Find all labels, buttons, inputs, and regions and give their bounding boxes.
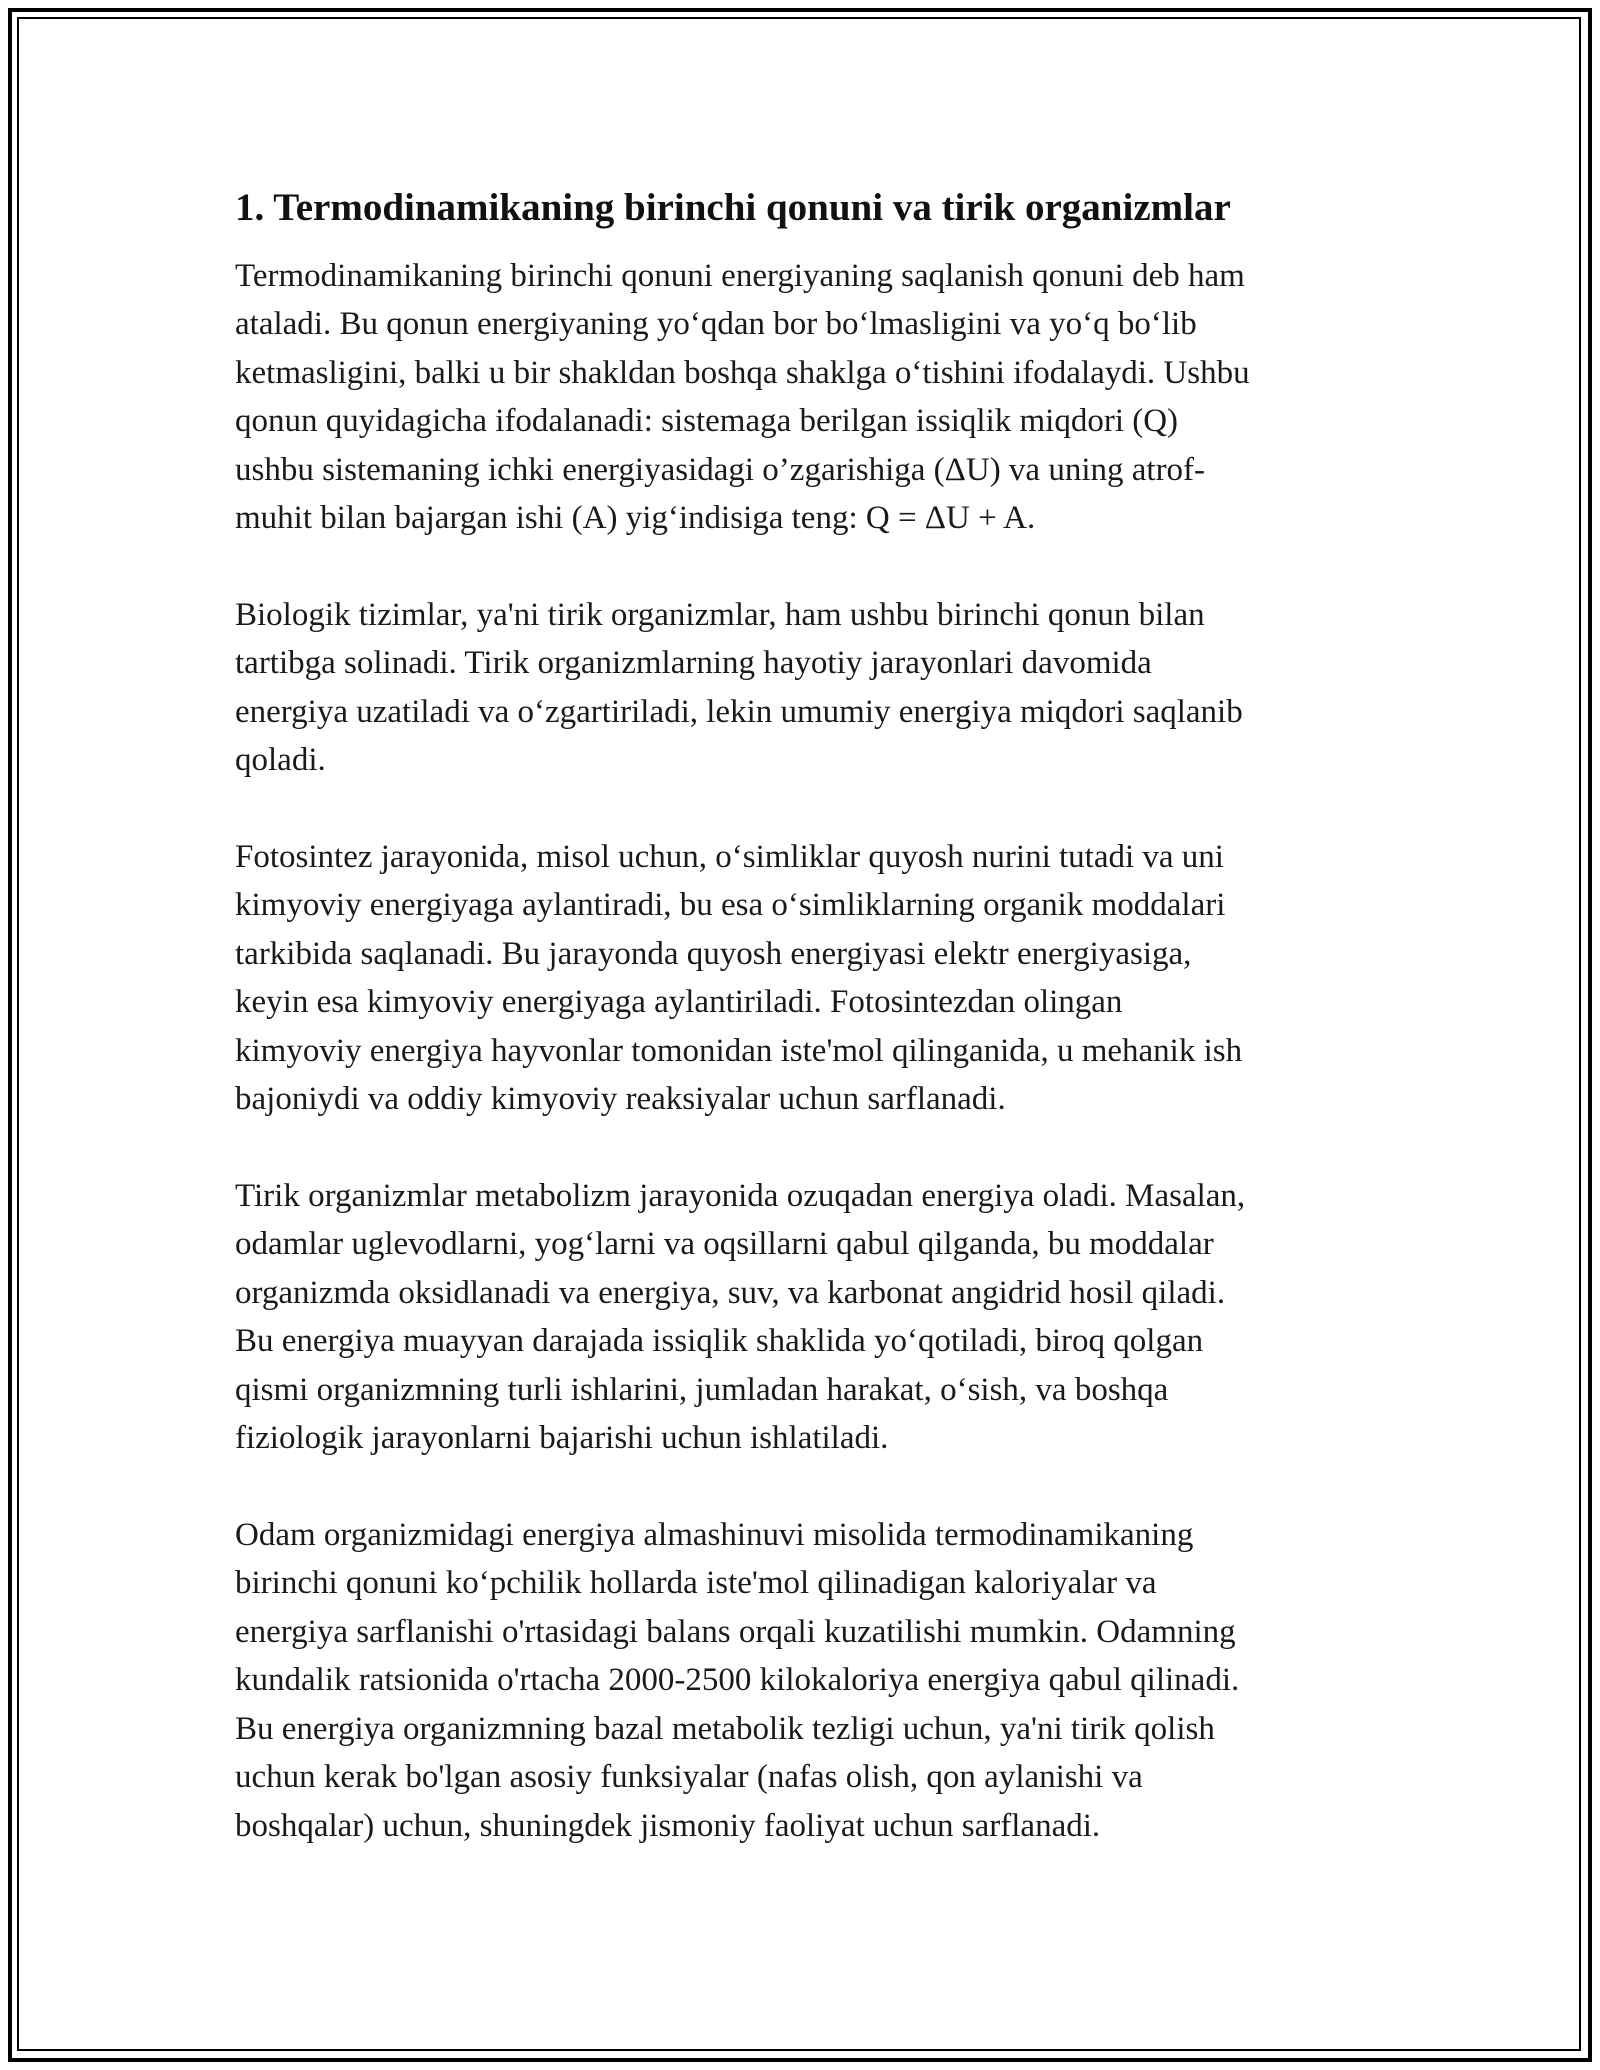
section-heading: 1. Termodinamikaning birinchi qonuni va tirik organizmlar xyxy=(235,186,1231,229)
paragraph-5: Odam organizmidagi energiya almashinuvi misolida termodinamikaning birinchi qonuni ko‘pchilik hollarda iste'mol qilinadigan kaloriyalar va energiya sarflanishi o'rtasidagi balans orqali kuzatilishi mumkin. Odamning kundalik ratsionida o'rtacha 2000-2500 kilokaloriya energiya qabul qilinadi. Bu energiya organizmning bazal metabolik tezligi uchun, ya'ni tirik qolish uchun kerak bo'lgan asosiy funksiyalar (nafas olish, qon aylanishi va boshqalar) uchun, shuningdek jismoniy faoliyat uchun sarflanadi. xyxy=(235,1516,1240,1844)
paragraph-1: Termodinamikaning birinchi qonuni energiyaning saqlanish qonuni deb ham ataladi. Bu qonun energiyaning yo‘qdan bor bo‘lmasligini va yo‘q bo‘lib ketmasligini, balki u bir shakldan boshqa shaklga o‘tishini ifodalaydi. Ushbu qonun quyidagicha ifodalanadi: sistemaga berilgan issiqlik miqdori (Q) ushbu sistemaning ichki energiyasidagi o’zgarishiga (ΔU) va uning atrof- muhit bilan bajargan ishi (A) yig‘indisiga teng: Q = ΔU + A. xyxy=(235,257,1250,537)
paragraph-2: Biologik tizimlar, ya'ni tirik organizmlar, ham ushbu birinchi qonun bilan tartibga solinadi. Tirik organizmlarning hayotiy jarayonlari davomida energiya uzatiladi va o‘zgartiriladi, lekin umumiy energiya miqdori saqlanib qoladi. xyxy=(235,596,1243,779)
paragraph-4: Tirik organizmlar metabolizm jarayonida ozuqadan energiya oladi. Masalan, odamlar uglevodlarni, yog‘larni va oqsillarni qabul qilganda, bu moddalar organizmda oksidlanadi va energiya, suv, va karbonat angidrid hosil qiladi. Bu energiya muayyan darajada issiqlik shaklida yo‘qotiladi, biroq qolgan qismi organizmning turli ishlarini, jumladan harakat, o‘sish, va boshqa fiziologik jarayonlarni bajarishi uchun ishlatiladi. xyxy=(235,1177,1246,1457)
document-body xyxy=(235,185,1370,1898)
paragraph-3: Fotosintez jarayonida, misol uchun, o‘simliklar quyosh nurini tutadi va uni kimyoviy energiyaga aylantiradi, bu esa o‘simliklarning organik moddalari tarkibida saqlanadi. Bu jarayonda quyosh energiyasi elektr energiyasiga, keyin esa kimyoviy energiyaga aylantiriladi. Fotosintezdan olingan kimyoviy energiya hayvonlar tomonidan iste'mol qilinganida, u mehanik ish bajoniydi va oddiy kimyoviy reaksiyalar uchun sarflanadi. xyxy=(235,838,1243,1118)
